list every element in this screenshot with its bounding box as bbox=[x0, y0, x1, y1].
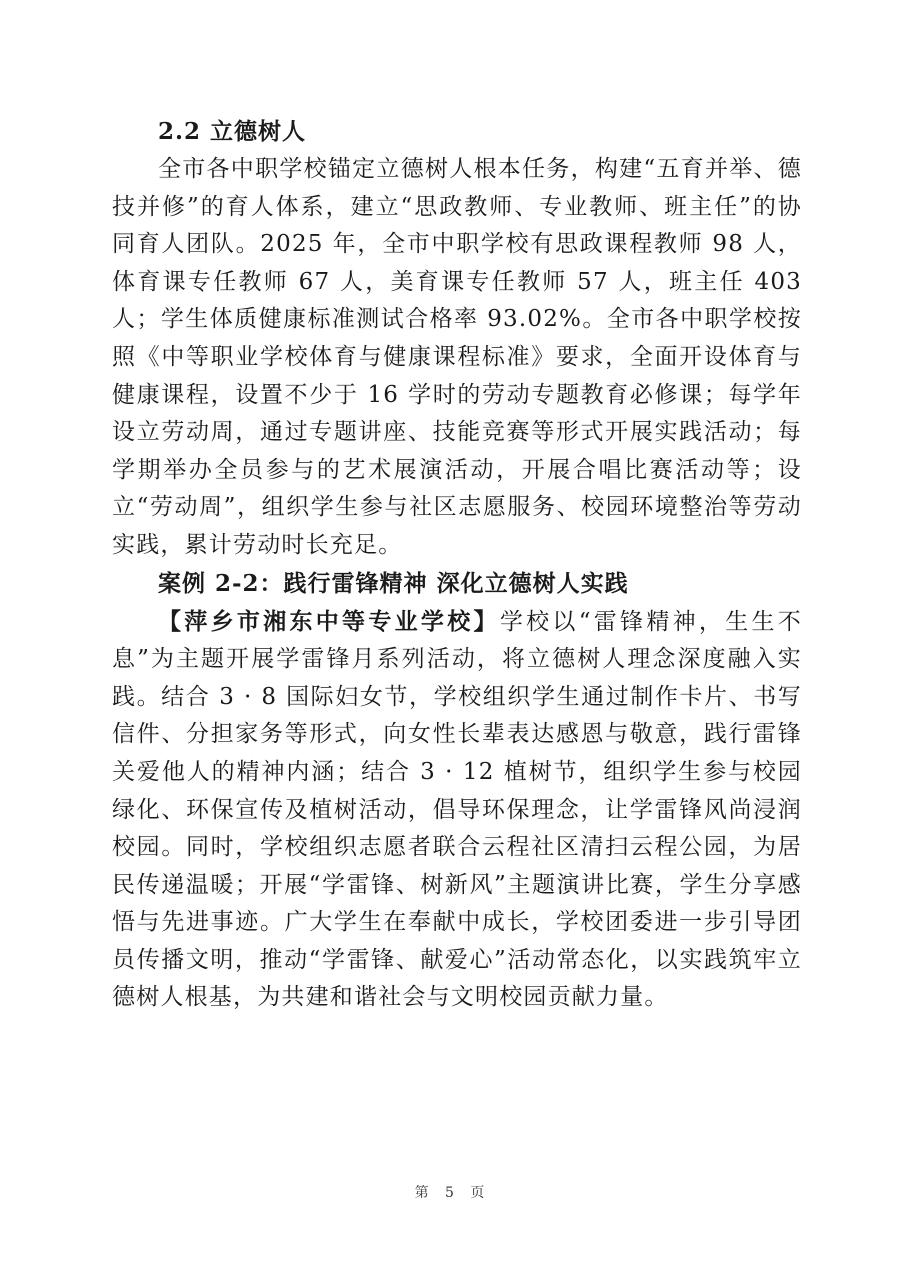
document-page bbox=[112, 113, 802, 1017]
case-paragraph bbox=[112, 603, 802, 1018]
page-number: 第 5 页 bbox=[414, 1185, 491, 1201]
case-heading: 案例 2-2：践行雷锋精神 深化立德树人实践 bbox=[158, 569, 629, 597]
section-paragraph: 全市各中职学校锚定立德树人根本任务，构建“五育并举、德技并修”的育人体系，建立“思政教师、专业教师、班主任”的协同育人团队。2025 年，全市中职学校有思政课程教师 98 人，体育课专任教师 67 人，美育课专任教师 57 人，班主任 403 人；学生体质健康标准测试合格率 93.02%。全市各中职学校按照《中等职业学校体育与健康课程标准》要求，全面开设体育与健康课程，设置不少于 16 学时的劳动专题教育必修课；每学年设立劳动周，通过专题讲座、技能竞赛等形式开展实践活动；每学期举办全员参与的艺术展演活动，开展合唱比赛活动等；设立“劳动周”，组织学生参与社区志愿服务、校园环境整治等劳动实践，累计劳动时长充足。 bbox=[112, 156, 802, 558]
case-school-name: 【萍乡市湘东中等专业学校】 bbox=[158, 607, 500, 635]
case-text: 学校以“雷锋精神，生生不息”为主题开展学雷锋月系列活动，将立德树人理念深度融入实践。结合 3 · 8 国际妇女节，学校组织学生通过制作卡片、书写信件、分担家务等形式，向女性长辈表达感恩与敬意，践行雷锋关爱他人的精神内涵；结合 3 · 12 植树节，组织学生参与校园绿化、环保宣传及植树活动，倡导环保理念，让学雷锋风尚浸润校园。同时，学校组织志愿者联合云程社区清扫云程公园，为居民传递温暖；开展“学雷锋、树新风”主题演讲比赛，学生分享感悟与先进事迹。广大学生在奉献中成长，学校团委进一步引导团员传播文明，推动“学雷锋、献爱心”活动常态化，以实践筑牢立德树人根基，为共建和谐社会与文明校园贡献力量。 bbox=[112, 608, 802, 1011]
section-heading: 2.2 立德树人 bbox=[158, 118, 307, 145]
